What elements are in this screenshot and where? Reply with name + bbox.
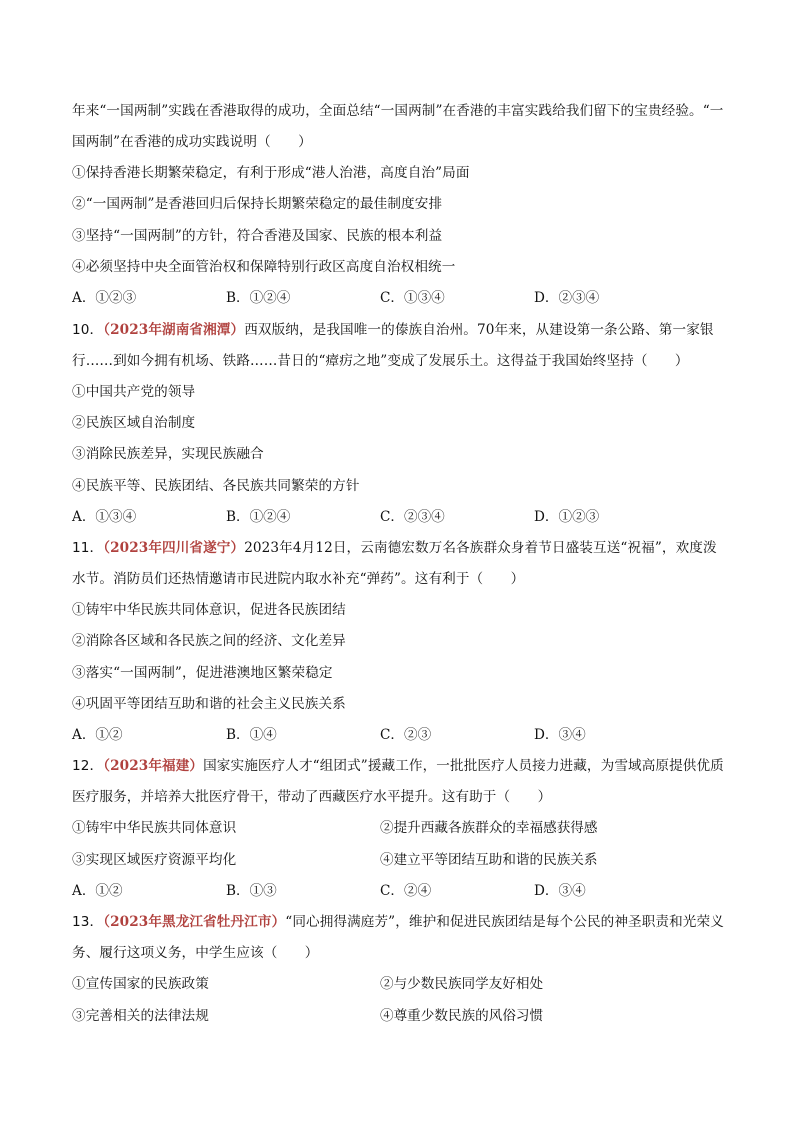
q11-stem-line1 [72, 539, 717, 557]
q9-option-c: C．①③④ [380, 290, 445, 306]
q12-option-d: D．③④ [534, 883, 586, 899]
q13-number: 13． [72, 914, 104, 930]
q9-item-2: ②“一国两制”是香港回归后保持长期繁荣稳定的最佳制度安排 [72, 196, 443, 212]
q13-source: （2023年黑龙江省牡丹江市） [103, 914, 286, 930]
q12-stem-line2: 医疗服务，并培养大批医疗骨干，带动了西藏医疗水平提升。这有助于（ ） [72, 789, 552, 805]
q12-option-a: A．①② [72, 883, 123, 899]
q11-item-4: ④巩固平等团结互助和谐的社会主义民族关系 [72, 696, 346, 712]
q11-stem-line2: 水节。消防员们还热情邀请市民进院内取水补充“弹药”。这有利于（ ） [72, 571, 525, 587]
q9-item-1: ①保持香港长期繁荣稳定，有利于形成“港人治港，高度自治”局面 [72, 165, 470, 181]
q11-option-d: D．③④ [534, 727, 586, 743]
q13-stem-line1 [72, 913, 724, 931]
q12-item-3: ③实现区域医疗资源平均化 [72, 852, 237, 868]
q11-stem-text: 2023年4月12日，云南德宏数万名各族群众身着节日盛装互送“祝福”，欢度泼 [244, 540, 717, 556]
q12-stem-text: 国家实施医疗人才“组团式”援藏工作，一批批医疗人员接力进藏，为雪域高原提供优质 [203, 758, 724, 774]
q10-item-4: ④民族平等、民族团结、各民族共同繁荣的方针 [72, 478, 360, 494]
q13-item-3: ③完善相关的法律法规 [72, 1008, 209, 1024]
q9-item-4: ④必须坚持中央全面管治权和保障特别行政区高度自治权相统一 [72, 259, 456, 275]
q13-item-1: ①宣传国家的民族政策 [72, 976, 209, 992]
q11-item-3: ③落实“一国两制”，促进港澳地区繁荣稳定 [72, 665, 333, 681]
q9-stem-line1: 年来“一国两制”实践在香港取得的成功，全面总结“一国两制”在香港的丰富实践给我们留下的宝贵经验。“一 [72, 103, 724, 119]
q10-option-a: A．①③④ [72, 509, 137, 525]
q13-item-2: ②与少数民族同学友好相处 [380, 976, 544, 992]
q10-option-b: B．①②④ [226, 509, 291, 525]
q10-item-2: ②民族区域自治制度 [72, 415, 196, 431]
q12-item-4: ④建立平等团结互助和谐的民族关系 [380, 852, 598, 868]
q12-option-b: B．①③ [226, 883, 277, 899]
q11-source: （2023年四川省遂宁） [103, 540, 245, 556]
q11-option-a: A．①② [72, 727, 123, 743]
q10-item-3: ③消除民族差异，实现民族融合 [72, 446, 264, 462]
q12-item-2: ②提升西藏各族群众的幸福感获得感 [380, 820, 598, 836]
q12-number: 12． [72, 758, 104, 774]
q10-option-d: D．①②③ [534, 509, 600, 525]
q12-option-c: C．②④ [380, 883, 432, 899]
q9-option-a: A．①②③ [72, 290, 137, 306]
q11-option-b: B．①④ [226, 727, 277, 743]
q13-item-4: ④尊重少数民族的风俗习惯 [380, 1008, 544, 1024]
q10-stem-text: 西双版纳，是我国唯一的傣族自治州。70年来，从建设第一条公路、第一家银 [244, 322, 714, 338]
q11-number: 11． [72, 540, 104, 556]
q13-stem-line2: 务、履行这项义务，中学生应该（ ） [72, 945, 319, 961]
q10-number: 10． [72, 322, 104, 338]
q11-item-2: ②消除各区域和各民族之间的经济、文化差异 [72, 633, 346, 649]
q10-stem-line2: 行……到如今拥有机场、铁路……昔日的“瘴疠之地”变成了发展乐土。这得益于我国始终坚持（ ） [72, 353, 689, 369]
q12-item-1: ①铸牢中华民族共同体意识 [72, 820, 237, 836]
q11-item-1: ①铸牢中华民族共同体意识，促进各民族团结 [72, 602, 346, 618]
q9-option-d: D．②③④ [534, 290, 600, 306]
q12-source: （2023年福建） [103, 758, 204, 774]
q12-stem-line1 [72, 757, 724, 775]
q10-stem-line1 [72, 321, 714, 339]
q10-source: （2023年湖南省湘潭） [103, 322, 245, 338]
q10-item-1: ①中国共产党的领导 [72, 384, 196, 400]
q9-option-b: B．①②④ [226, 290, 291, 306]
q9-item-3: ③坚持“一国两制”的方针，符合香港及国家、民族的根本利益 [72, 228, 443, 244]
q9-stem-line2: 国两制”在香港的成功实践说明（ ） [72, 134, 312, 150]
q10-option-c: C．②③④ [380, 509, 445, 525]
q13-stem-text: “同心拥得满庭芳”，维护和促进民族团结是每个公民的神圣职责和光荣义 [285, 914, 724, 930]
q11-option-c: C．②③ [380, 727, 432, 743]
